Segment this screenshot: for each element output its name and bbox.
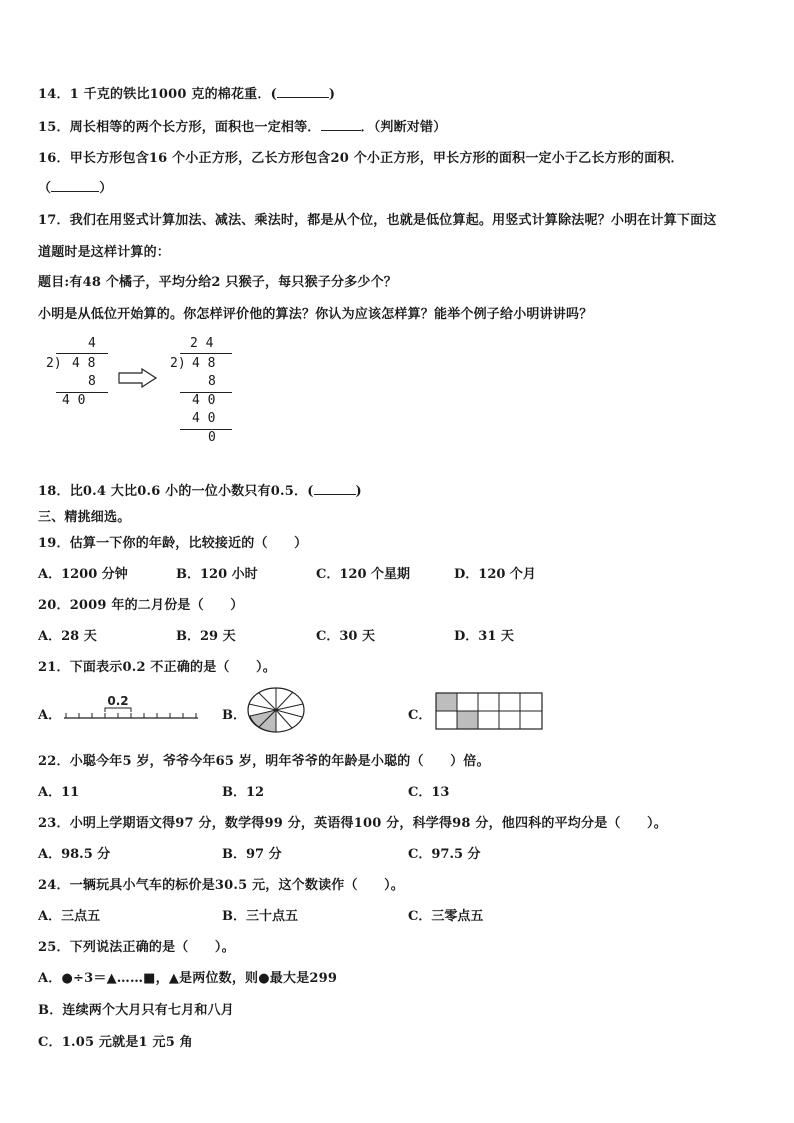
option-b[interactable]: B．97 分 xyxy=(222,847,282,862)
question-20: 20．2009 年的二月份是（ ） xyxy=(38,598,244,613)
answer-blank[interactable] xyxy=(277,86,329,98)
question-21: 21．下面表示0.2 不正确的是（ ）。 xyxy=(38,660,276,675)
step-value: 8 xyxy=(88,374,96,389)
option-a[interactable]: A．11 xyxy=(38,785,80,800)
dividend: 4 8 xyxy=(192,356,216,371)
option-b[interactable]: B．连续两个大月只有七月和八月 xyxy=(38,1003,234,1018)
option-a[interactable]: A．1200 分钟 xyxy=(38,567,128,582)
option-a[interactable]: A．98.5 分 xyxy=(38,847,111,862)
option-b[interactable]: B．120 小时 xyxy=(176,567,258,582)
question-17-line1: 17．我们在用竖式计算加法、减法、乘法时，都是从个位，也就是低位算起。用竖式计算除法呢？小明在计算下面这 xyxy=(38,213,717,228)
option-b[interactable]: B． xyxy=(222,708,246,723)
divisor: 2) xyxy=(170,356,186,371)
step-value: 4 0 xyxy=(192,411,216,426)
grid-fraction-figure xyxy=(435,692,545,730)
question-14-text: 14．1 千克的铁比1000 克的棉花重．( xyxy=(38,87,277,102)
answer-blank[interactable] xyxy=(321,119,361,131)
option-c[interactable]: C．30 天 xyxy=(316,629,375,644)
step-value: 8 xyxy=(208,374,216,389)
option-b[interactable]: B．12 xyxy=(222,785,265,800)
option-c[interactable]: C．三零点五 xyxy=(408,909,484,924)
remainder: 4 0 xyxy=(62,393,86,408)
number-line-label: 0.2 xyxy=(107,694,129,708)
option-b[interactable]: B．29 天 xyxy=(176,629,236,644)
result: 0 xyxy=(208,430,216,445)
division-bar xyxy=(56,353,108,354)
division-right xyxy=(168,336,248,446)
right-arrow-icon xyxy=(118,368,158,388)
question-17-line2: 道题时是这样计算的： xyxy=(38,245,171,260)
option-a[interactable]: A．三点五 xyxy=(38,909,101,924)
option-c[interactable]: C．1.05 元就是1 元5 角 xyxy=(38,1035,193,1050)
option-a[interactable]: A．28 天 xyxy=(38,629,97,644)
answer-blank[interactable] xyxy=(314,483,356,495)
step-value: 4 0 xyxy=(192,393,216,408)
question-19: 19．估算一下你的年龄，比较接近的（ ） xyxy=(38,536,308,551)
step-line xyxy=(180,429,232,430)
circle-fraction-figure xyxy=(246,686,306,734)
quotient: 2 4 xyxy=(190,336,214,351)
division-left xyxy=(44,336,114,416)
question-25: 25．下列说法正确的是（ ）。 xyxy=(38,940,235,955)
question-22: 22．小聪今年5 岁，爷爷今年65 岁，明年爷爷的年龄是小聪的（ ）倍。 xyxy=(38,754,490,769)
question-24: 24．一辆玩具小气车的标价是30.5 元，这个数读作（ ）。 xyxy=(38,878,404,893)
question-17-problem: 题目:有48 个橘子，平均分给2 只猴子，每只猴子分多少个？ xyxy=(38,275,397,290)
option-c[interactable]: C． xyxy=(408,708,432,723)
section-heading: 三、精挑细选。 xyxy=(38,510,131,525)
question-16 xyxy=(38,147,684,166)
question-15-text: 15．周长相等的两个长方形，面积也一定相等． xyxy=(38,120,321,135)
answer-blank[interactable] xyxy=(51,180,99,192)
option-a[interactable]: A．●÷3＝▲……■，▲是两位数，则●最大是299 xyxy=(38,971,338,986)
divisor: 2) xyxy=(46,356,62,371)
option-d[interactable]: D．31 天 xyxy=(454,629,514,644)
question-17-prompt: 小明是从低位开始算的。你怎样评价他的算法？你认为应该怎样算？能举个例子给小明讲讲吗？ xyxy=(38,307,593,322)
division-bar xyxy=(180,353,232,354)
option-a[interactable]: A． xyxy=(38,708,62,723)
option-c[interactable]: C．13 xyxy=(408,785,450,800)
dividend: 4 8 xyxy=(72,356,96,371)
question-18-text: 18．比0.4 大比0.6 小的一位小数只有0.5．( xyxy=(38,484,314,499)
question-15: 15．周长相等的两个长方形，面积也一定相等． ．（判断对错） xyxy=(38,120,447,135)
option-c[interactable]: C．120 个星期 xyxy=(316,567,411,582)
question-16-answer: （ ） xyxy=(38,181,113,196)
option-b[interactable]: B．三十点五 xyxy=(222,909,298,924)
quotient: 4 xyxy=(88,336,96,351)
question-16-text: 16．甲长方形包含16 个小正方形，乙长方形包含20 个小正方形，甲长方形的面积一定小于乙长方形的面积． xyxy=(38,151,684,166)
question-14: 14．1 千克的铁比1000 克的棉花重．( ) xyxy=(38,87,336,102)
option-d[interactable]: D．120 个月 xyxy=(454,567,536,582)
question-18: 18．比0.4 大比0.6 小的一位小数只有0.5．( ) xyxy=(38,484,362,499)
question-23: 23．小明上学期语文得97 分，数学得99 分，英语得100 分，科学得98 分，他四科的平均分是（ ）。 xyxy=(38,816,667,831)
number-line-figure xyxy=(62,692,202,724)
option-c[interactable]: C．97.5 分 xyxy=(408,847,481,862)
